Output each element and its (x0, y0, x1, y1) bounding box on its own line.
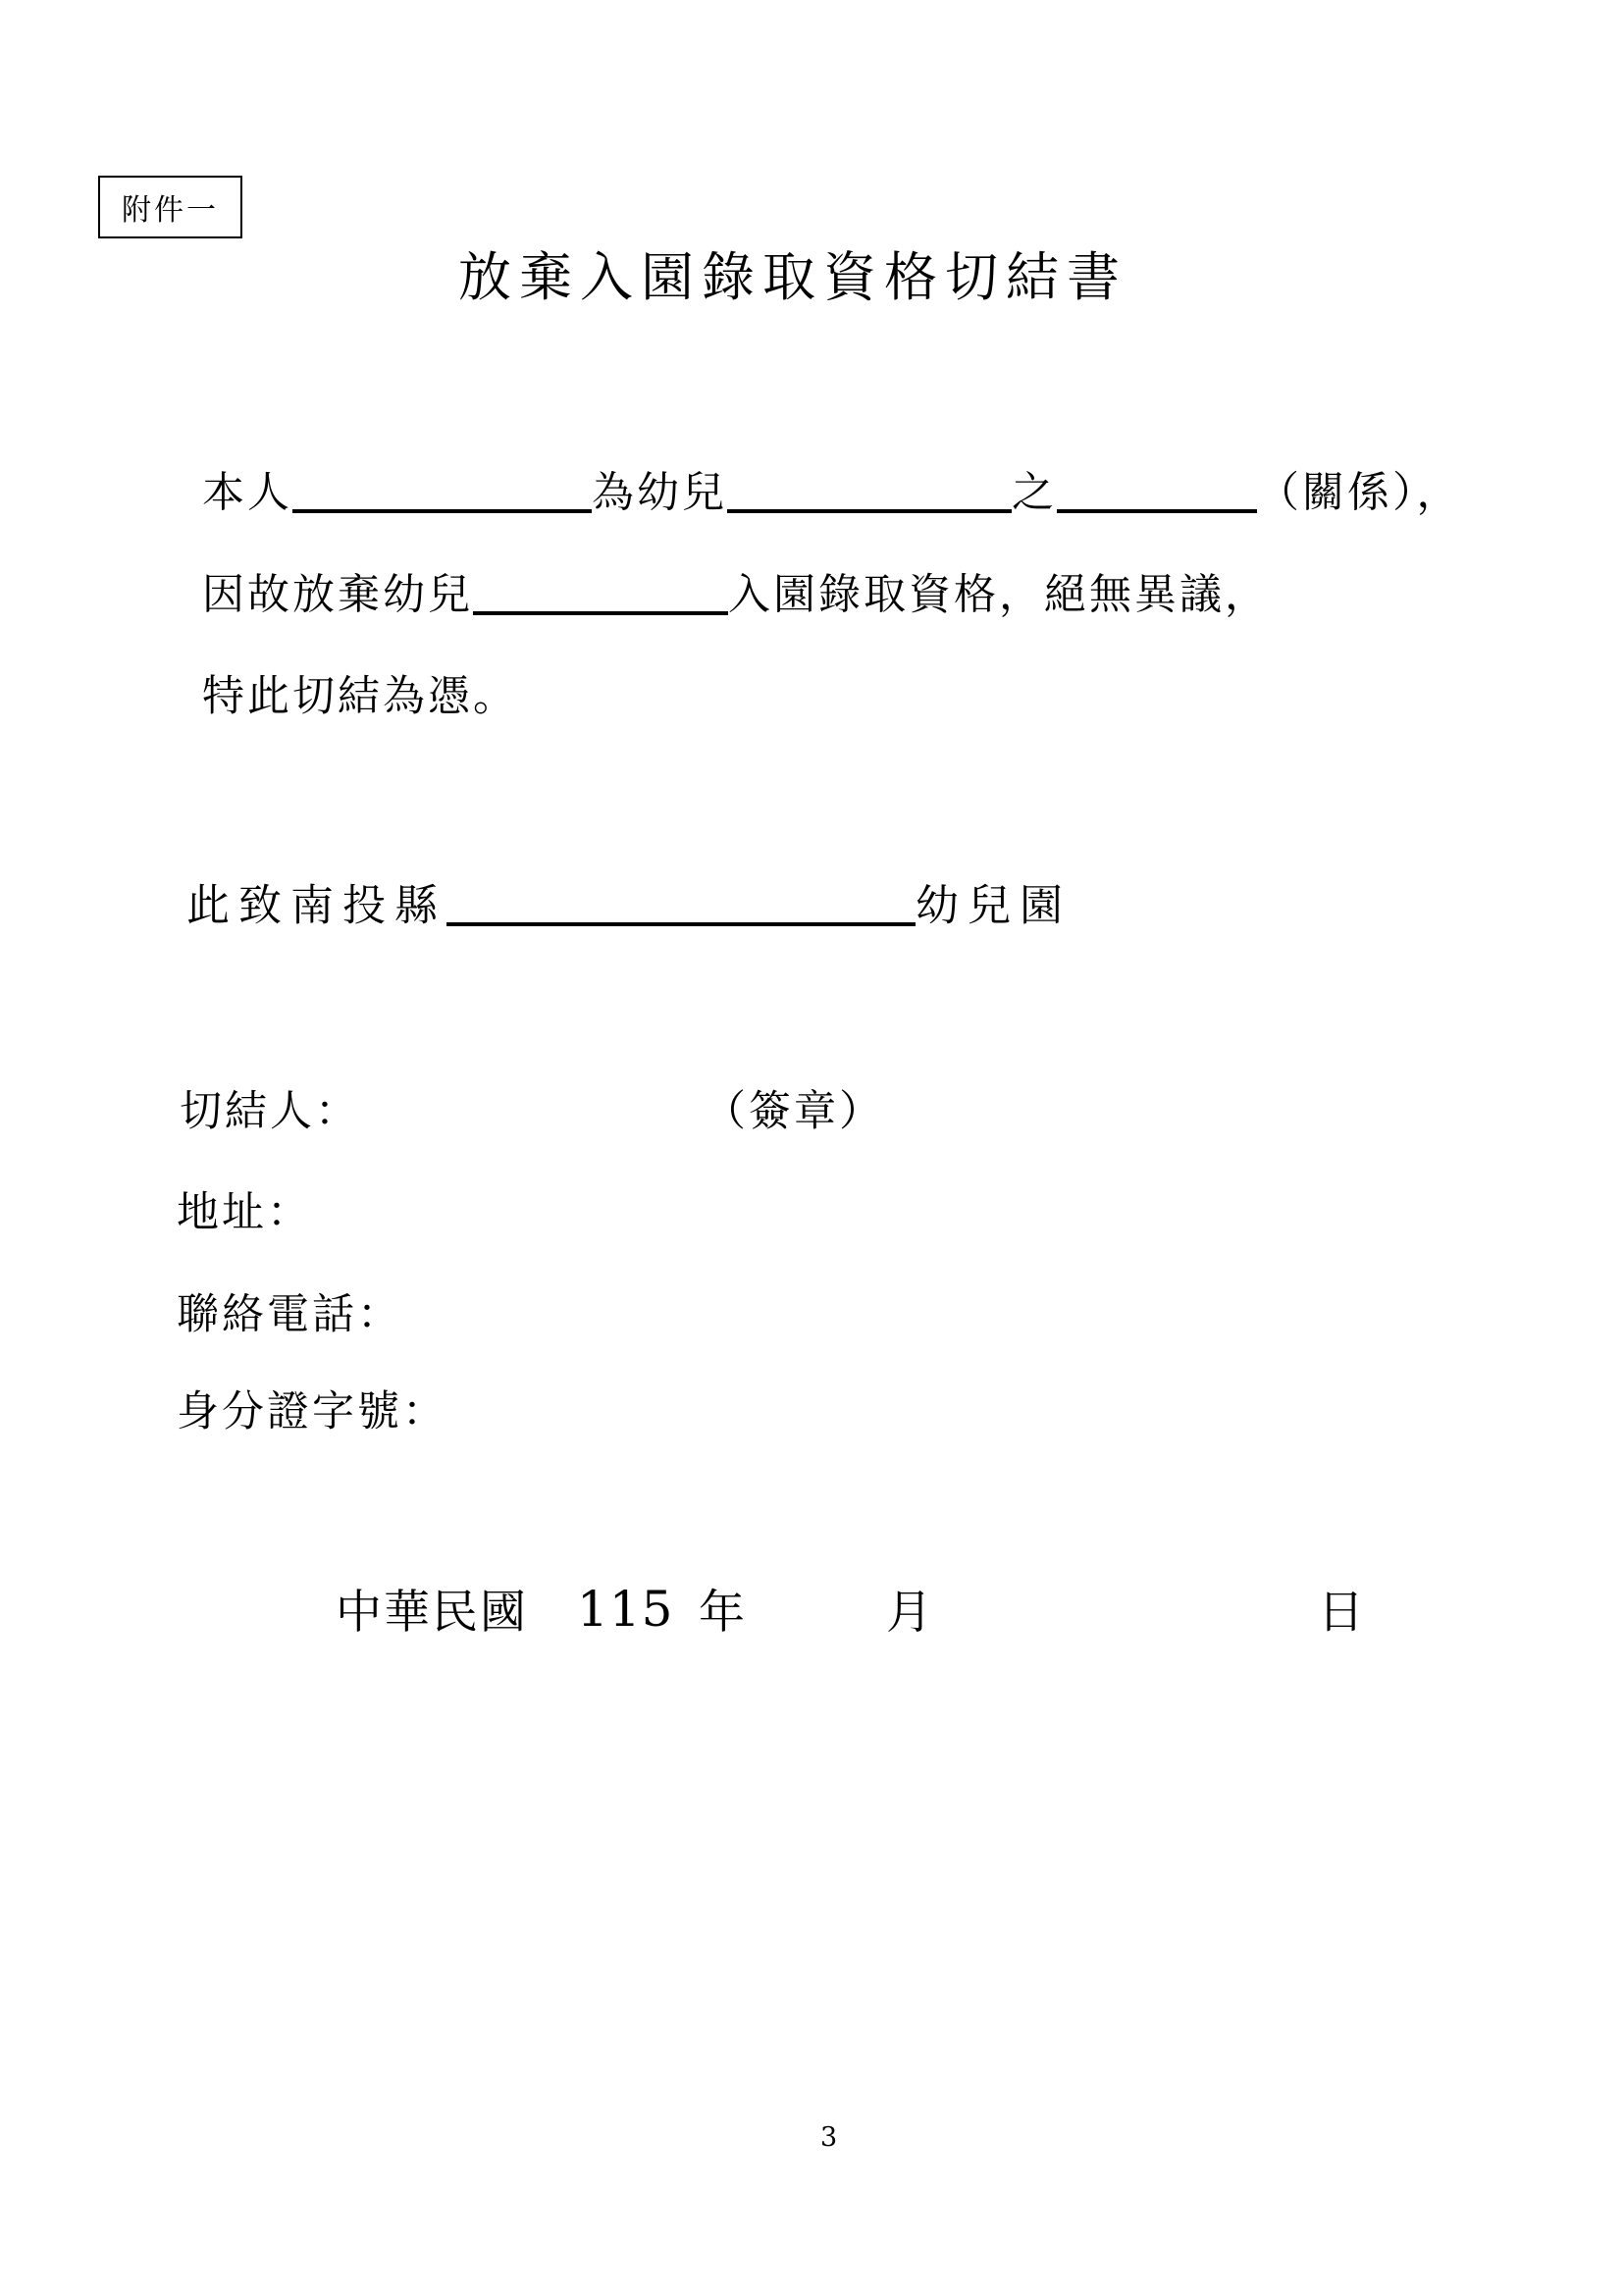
date-month-label: 月 (886, 1586, 934, 1640)
blank-relationship (1057, 471, 1257, 513)
date-era: 中華民國 (336, 1586, 528, 1640)
body-line-3: 特此切結為憑。 (202, 672, 518, 721)
line1-text-for-child: 為幼兒 (592, 468, 727, 518)
line2-text-waive: 因故放棄幼兒 (202, 570, 473, 620)
blank-child-name-2 (473, 573, 728, 615)
attachment-label: 附件一 (122, 193, 219, 228)
date-year-value: 115 (577, 1581, 674, 1638)
addressee-suffix: 幼兒園 (916, 880, 1072, 931)
body-line-2 (202, 570, 1270, 620)
document-title: 放棄入園錄取資格切結書 (458, 246, 1127, 308)
address-label: 地址： (177, 1188, 312, 1237)
line1-text-relation-suffix: （關係）， (1257, 468, 1462, 518)
phone-label: 聯絡電話： (177, 1290, 402, 1339)
blank-child-name (727, 471, 1012, 513)
line1-text-of: 之 (1012, 468, 1057, 518)
addressee-line (186, 880, 1072, 931)
date-year-label: 年 (699, 1586, 747, 1640)
attachment-box (98, 176, 242, 238)
body-line-1 (202, 468, 1462, 518)
id-number-label: 身分證字號： (177, 1387, 447, 1436)
line1-text-self: 本人 (202, 468, 292, 518)
blank-affiant-name (292, 471, 592, 513)
affiant-label: 切結人： (180, 1087, 360, 1136)
line2-text-no-objection: 入園錄取資格，絕無異議， (728, 570, 1270, 620)
date-day-label: 日 (1318, 1586, 1366, 1640)
blank-kindergarten-name (446, 883, 916, 926)
addressee-prefix: 此致南投縣 (186, 880, 446, 931)
page-number: 3 (820, 2122, 838, 2153)
seal-label: （簽章） (704, 1087, 884, 1136)
